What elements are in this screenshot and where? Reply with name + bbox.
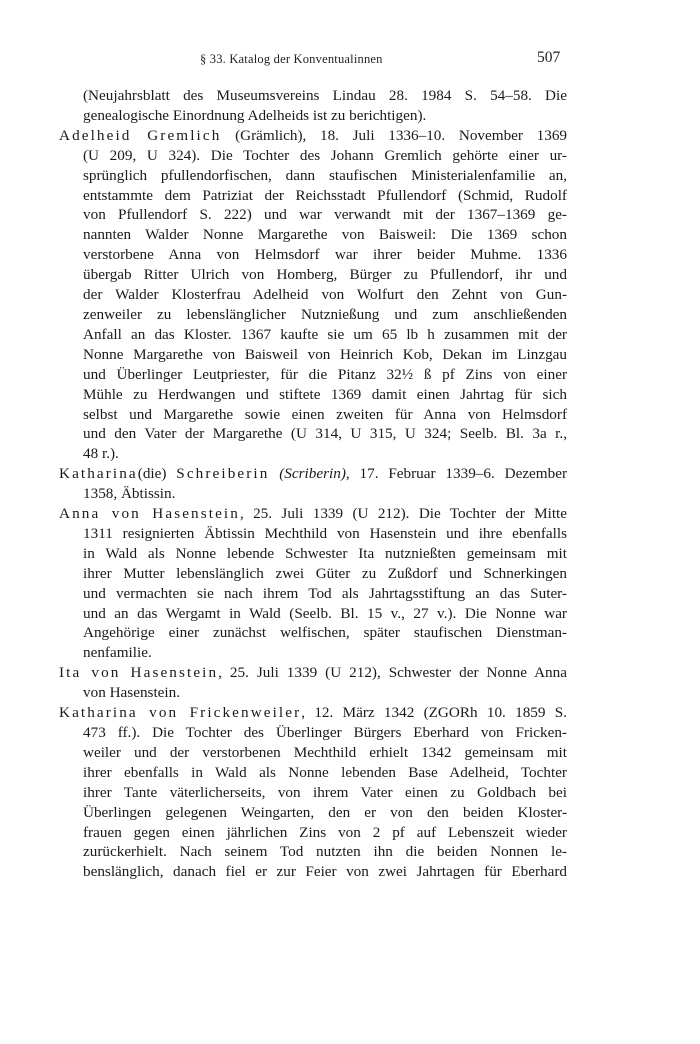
text-line: ihrer Mutter lebenslänglich zwei Güter zu Zußdorf und Schnerkingen (83, 564, 567, 582)
text-line: frauen gegen einen jährlichen Zins von 2 pf auf Lebenszeit wieder (83, 823, 567, 841)
text-line: genealogische Einordnung Adelheids ist zu berichtigen). (83, 106, 427, 124)
entry-adelheid-gremlich (59, 126, 567, 464)
entry-first-line (59, 464, 567, 484)
text-line: benslänglich, danach fiel er zur Feier von zwei Jahrtagen für Eberhard (83, 863, 567, 881)
catalog-text (59, 86, 567, 882)
person-name: Katharina von Frickenweiler (59, 704, 302, 722)
text-line: selbst und Margarethe sowie einen zweiten für Anna von Helmsdorf (83, 405, 567, 423)
text-line: und Überlinger Leutpriester, für die Pitanz 32½ ß pf Zins von einer (83, 365, 567, 383)
text-line: nannten Walder Nonne Margarethe von Baisweil: Die 1369 schon (83, 226, 567, 244)
person-name: Anna von Hasenstein (59, 505, 240, 523)
page-number: 507 (537, 49, 561, 66)
text-line: nenfamilie. (83, 644, 152, 662)
text-line: verstorbene Anna von Helmsdorf war ihrer beider Muhme. 1336 (83, 246, 567, 264)
person-name: Katharina (59, 465, 138, 483)
person-surname: Schreiberin (176, 465, 270, 483)
text-line: der Walder Klosterfrau Adelheid von Wolfurt den Zehnt von Gun- (83, 286, 567, 304)
entry-katharina-von-frickenweiler (59, 703, 567, 882)
text-line: Angehörige einer zunächst welfischen, später staufischen Dienstman- (83, 624, 567, 642)
entry-ita-von-hasenstein (59, 663, 567, 703)
person-name: Ita von Hasenstein (59, 664, 219, 682)
entry-first-line (59, 504, 567, 524)
text-line: (Neujahrsblatt des Museumsvereins Lindau 28. 1984 S. 54–58. Die (83, 87, 567, 104)
text-line: in Wald als Nonne lebende Schwester Ita nutznießten gemeinsam mit (83, 544, 567, 562)
text-line: ihrer Tante väterlicherseits, von ihrem Vater einen zu Goldbach bei (83, 783, 567, 801)
text-line: Nonne Margarethe von Baisweil von Heinrich Kob, Dekan im Linzgau (83, 345, 567, 363)
entry-first-text: , 25. Juli 1339 (U 212), Schwester der Nonne Anna (218, 664, 567, 682)
text-line: 473 ff.). Die Tochter des Überlinger Bürgers Eberhard von Fricken- (83, 724, 567, 741)
entry-anna-von-hasenstein (59, 504, 567, 663)
text-line: übergab Ritter Ulrich von Homberg, Bürger zu Pfullendorf, ihr und (83, 266, 567, 284)
text-line: 1358, Äbtissin. (83, 485, 176, 503)
entry-first-line (59, 703, 567, 723)
text-line: 1311 resignierten Äbtissin Mechthild von Hasenstein und ihre ebenfalls (83, 524, 567, 542)
entry-first-line (59, 126, 567, 146)
text-line: und vermachten sie nach ihrem Tod als Jahrtagsstiftung an das Suter- (83, 584, 567, 602)
text-line: weiler und der verstorbenen Mechthild erhielt 1342 gemeinsam mit (83, 743, 567, 761)
entry-katharina-schreiberin (59, 464, 567, 504)
text-line: Anfall an das Kloster. 1367 kaufte sie um 65 lb h zusammen mit der (83, 325, 567, 343)
entry-first-line (59, 663, 567, 683)
text-line: zurückerhielt. Nach seinem Tod nutzten ihn die beiden Nonnen le- (83, 843, 567, 861)
entry-first-text: , 12. März 1342 (ZGORh 10. 1859 S. (301, 704, 568, 722)
entry-first-text: , 25. Juli 1339 (U 212). Die Tochter der Mitte (239, 505, 568, 523)
continued-entry (59, 86, 567, 126)
text-line: und an das Wergamt in Wald (Seelb. Bl. 15 v., 27 v.). Die Nonne war (83, 604, 567, 622)
text-line: entstammte dem Patriziat der Reichsstadt Pfullendorf (Schmid, Rudolf (83, 186, 567, 204)
text-line: 48 r.). (83, 445, 119, 463)
entry-first-text: (Grämlich), 18. Juli 1336–10. November 1369 (235, 126, 568, 144)
entry-first-text: , 17. Februar 1339–6. Dezember (345, 465, 568, 483)
text-line: sprünglich pfullendorfischen, dann staufischen Ministerialenfamilie an, (83, 166, 567, 184)
text-line: zenweiler zu lebenslänglicher Nutznießung und zum anschließenden (83, 305, 567, 323)
name-variant: (Scriberin) (279, 465, 346, 483)
text-line: von Pfullendorf S. 222) und war verwandt mit der 1367–1369 ge- (83, 206, 567, 224)
text-line: und den Vater der Margarethe (U 314, U 315, U 324; Seelb. Bl. 3a r., (83, 425, 567, 443)
text-line: Mühle zu Herdwangen und stiftete 1369 damit einen Jahrtag für sich (83, 385, 567, 403)
name-qualifier: (die) (137, 465, 167, 483)
person-name: Adelheid Gremlich (59, 126, 222, 144)
text-line: Überlingen gelegenen Weingarten, den er von den beiden Kloster- (83, 803, 567, 821)
running-title: § 33. Katalog der Konventualinnen (200, 52, 383, 66)
text-line: von Hasenstein. (83, 684, 181, 702)
text-line: (U 209, U 324). Die Tochter des Johann Gremlich gehörte einer ur- (83, 146, 567, 164)
text-line: ihrer ebenfalls in Wald als Nonne lebenden Base Adelheid, Tochter (83, 763, 567, 781)
